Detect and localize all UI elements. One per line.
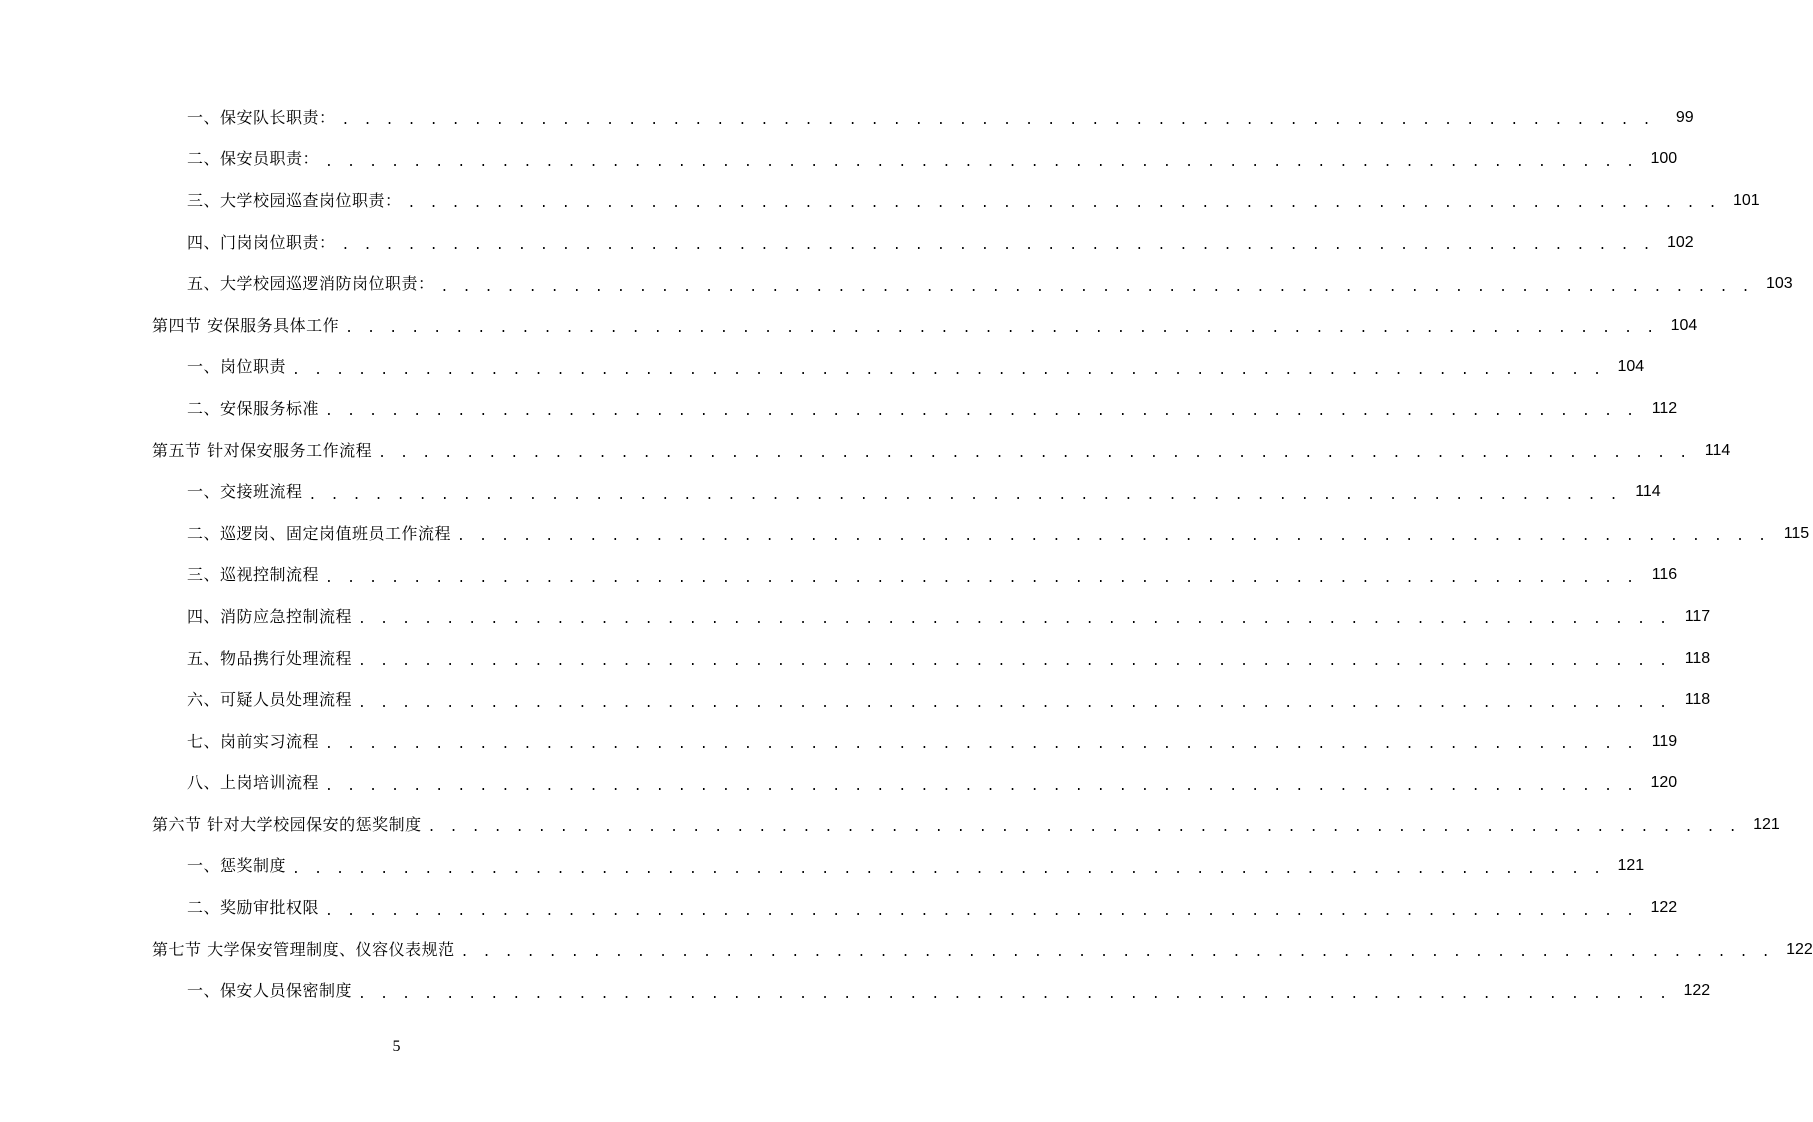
- toc-entry-label: 四、消防应急控制流程: [187, 606, 353, 626]
- toc-entry-label: 七、岗前实习流程: [187, 731, 320, 751]
- toc-leader-dots: . . . . . . . . . . . . . . . . . . . . . . . . . . . . . . . . . . . . . . . . . . . . . . . . . . . . . . . . . . . .: [341, 238, 1654, 254]
- toc-leader-dots: . . . . . . . . . . . . . . . . . . . . . . . . . . . . . . . . . . . . . . . . . . . . . . . . . . . . . . . . . . . .: [308, 487, 1621, 503]
- toc-leader-dots: . . . . . . . . . . . . . . . . . . . . . . . . . . . . . . . . . . . . . . . . . . . . . . . . . . . . . . . . . . . .: [292, 362, 1605, 378]
- toc-entry-page-number: 118: [1684, 691, 1711, 709]
- toc-leader-dots: . . . . . . . . . . . . . . . . . . . . . . . . . . . . . . . . . . . . . . . . . . . . . . . . . . . . . . . . . . . .: [325, 570, 1638, 586]
- toc-section-entry[interactable]: [0, 305, 1698, 347]
- toc-entry-label: 三、大学校园巡查岗位职责：: [187, 190, 402, 210]
- toc-subsection-entry[interactable]: [0, 388, 1678, 430]
- toc-subsection-entry[interactable]: [0, 263, 1793, 305]
- toc-entry-label: 一、交接班流程: [187, 482, 303, 502]
- toc-subsection-entry[interactable]: [0, 721, 1678, 763]
- toc-entry-page-number: 99: [1675, 108, 1694, 126]
- toc-entry-label: 第四节 安保服务具体工作: [152, 315, 340, 335]
- table-of-contents: [0, 97, 1813, 1012]
- toc-leader-dots: . . . . . . . . . . . . . . . . . . . . . . . . . . . . . . . . . . . . . . . . . . . . . . . . . . . . . . . . . . . .: [457, 529, 1770, 545]
- toc-subsection-entry[interactable]: [0, 679, 1711, 721]
- toc-subsection-entry[interactable]: [0, 222, 1694, 264]
- toc-section-entry[interactable]: [0, 430, 1731, 472]
- toc-leader-dots: . . . . . . . . . . . . . . . . . . . . . . . . . . . . . . . . . . . . . . . . . . . . . . . . . . . . . . . . . . . .: [440, 279, 1753, 295]
- toc-leader-dots: . . . . . . . . . . . . . . . . . . . . . . . . . . . . . . . . . . . . . . . . . . . . . . . . . . . . . . . . . . . .: [325, 778, 1638, 794]
- toc-subsection-entry[interactable]: [0, 97, 1694, 139]
- toc-entry-label: 三、巡视控制流程: [187, 565, 320, 585]
- toc-leader-dots: . . . . . . . . . . . . . . . . . . . . . . . . . . . . . . . . . . . . . . . . . . . . . . . . . . . . . . . . . . . .: [358, 654, 1671, 670]
- toc-subsection-entry[interactable]: [0, 555, 1678, 597]
- toc-entry-label: 五、物品携行处理流程: [187, 648, 353, 668]
- toc-leader-dots: . . . . . . . . . . . . . . . . . . . . . . . . . . . . . . . . . . . . . . . . . . . . . . . . . . . . . . . . . . . .: [325, 404, 1638, 420]
- toc-entry-page-number: 118: [1684, 649, 1711, 667]
- toc-entry-page-number: 121: [1617, 857, 1645, 875]
- toc-subsection-entry[interactable]: [0, 846, 1645, 888]
- toc-entry-label: 一、保安队长职责：: [187, 107, 336, 127]
- toc-leader-dots: . . . . . . . . . . . . . . . . . . . . . . . . . . . . . . . . . . . . . . . . . . . . . . . . . . . . . . . . . . . .: [292, 861, 1605, 877]
- toc-subsection-entry[interactable]: [0, 887, 1678, 929]
- toc-entry-label: 八、上岗培训流程: [187, 773, 320, 793]
- toc-entry-label: 第六节 针对大学校园保安的惩奖制度: [152, 814, 422, 834]
- toc-entry-label: 六、可疑人员处理流程: [187, 690, 353, 710]
- toc-entry-page-number: 122: [1683, 982, 1711, 1000]
- toc-section-entry[interactable]: [0, 804, 1780, 846]
- toc-leader-dots: . . . . . . . . . . . . . . . . . . . . . . . . . . . . . . . . . . . . . . . . . . . . . . . . . . . . . . . . . . . .: [345, 321, 1658, 337]
- toc-entry-label: 一、保安人员保密制度: [187, 981, 353, 1001]
- toc-subsection-entry[interactable]: [0, 970, 1711, 1012]
- toc-subsection-entry[interactable]: [0, 638, 1711, 680]
- toc-entry-page-number: 122: [1786, 940, 1813, 958]
- toc-subsection-entry[interactable]: [0, 139, 1678, 181]
- toc-subsection-entry[interactable]: [0, 347, 1645, 389]
- toc-subsection-entry[interactable]: [0, 596, 1711, 638]
- toc-entry-label: 第七节 大学保安管理制度、仪容仪表规范: [152, 939, 455, 959]
- toc-entry-page-number: 114: [1704, 441, 1731, 459]
- toc-entry-label: 一、岗位职责: [187, 357, 287, 377]
- toc-entry-label: 二、奖励审批权限: [187, 898, 320, 918]
- toc-entry-page-number: 115: [1783, 524, 1810, 542]
- toc-entry-label: 二、巡逻岗、固定岗值班员工作流程: [187, 523, 452, 543]
- toc-leader-dots: . . . . . . . . . . . . . . . . . . . . . . . . . . . . . . . . . . . . . . . . . . . . . . . . . . . . . . . . . . . .: [325, 903, 1638, 919]
- toc-entry-page-number: 121: [1753, 815, 1780, 833]
- toc-leader-dots: . . . . . . . . . . . . . . . . . . . . . . . . . . . . . . . . . . . . . . . . . . . . . . . . . . . . . . . . . . . .: [407, 196, 1720, 212]
- toc-entry-label: 五、大学校园巡逻消防岗位职责：: [187, 274, 435, 294]
- toc-leader-dots: . . . . . . . . . . . . . . . . . . . . . . . . . . . . . . . . . . . . . . . . . . . . . . . . . . . . . . . . . . . .: [460, 945, 1773, 961]
- page-number: 5: [392, 1038, 401, 1055]
- toc-entry-label: 四、门岗岗位职责：: [187, 232, 336, 252]
- toc-entry-page-number: 117: [1684, 607, 1711, 625]
- toc-subsection-entry[interactable]: [0, 180, 1760, 222]
- toc-entry-label: 第五节 针对保安服务工作流程: [152, 440, 373, 460]
- toc-leader-dots: . . . . . . . . . . . . . . . . . . . . . . . . . . . . . . . . . . . . . . . . . . . . . . . . . . . . . . . . . . . .: [358, 612, 1671, 628]
- toc-entry-page-number: 120: [1650, 774, 1678, 792]
- toc-entry-page-number: 100: [1650, 150, 1678, 168]
- toc-entry-page-number: 114: [1635, 483, 1661, 501]
- toc-leader-dots: . . . . . . . . . . . . . . . . . . . . . . . . . . . . . . . . . . . . . . . . . . . . . . . . . . . . . . . . . . . .: [378, 446, 1691, 462]
- toc-entry-page-number: 101: [1733, 191, 1760, 209]
- toc-section-entry[interactable]: [0, 929, 1813, 971]
- toc-entry-page-number: 103: [1766, 275, 1793, 293]
- toc-entry-page-number: 104: [1617, 358, 1645, 376]
- toc-subsection-entry[interactable]: [0, 513, 1810, 555]
- toc-leader-dots: . . . . . . . . . . . . . . . . . . . . . . . . . . . . . . . . . . . . . . . . . . . . . . . . . . . . . . . . . . . .: [427, 820, 1740, 836]
- toc-entry-label: 二、保安员职责：: [187, 149, 320, 169]
- toc-leader-dots: . . . . . . . . . . . . . . . . . . . . . . . . . . . . . . . . . . . . . . . . . . . . . . . . . . . . . . . . . . . .: [325, 737, 1638, 753]
- toc-entry-label: 一、惩奖制度: [187, 856, 287, 876]
- toc-entry-page-number: 119: [1651, 732, 1678, 750]
- toc-subsection-entry[interactable]: [0, 763, 1678, 805]
- toc-entry-page-number: 102: [1667, 233, 1694, 251]
- toc-subsection-entry[interactable]: [0, 471, 1661, 513]
- toc-leader-dots: . . . . . . . . . . . . . . . . . . . . . . . . . . . . . . . . . . . . . . . . . . . . . . . . . . . . . . . . . . . .: [358, 986, 1671, 1002]
- toc-entry-page-number: 122: [1650, 899, 1678, 917]
- toc-leader-dots: . . . . . . . . . . . . . . . . . . . . . . . . . . . . . . . . . . . . . . . . . . . . . . . . . . . . . . . . . . . .: [341, 113, 1654, 129]
- toc-leader-dots: . . . . . . . . . . . . . . . . . . . . . . . . . . . . . . . . . . . . . . . . . . . . . . . . . . . . . . . . . . . .: [325, 154, 1638, 170]
- toc-entry-page-number: 116: [1651, 566, 1678, 584]
- toc-entry-page-number: 104: [1670, 316, 1698, 334]
- toc-leader-dots: . . . . . . . . . . . . . . . . . . . . . . . . . . . . . . . . . . . . . . . . . . . . . . . . . . . . . . . . . . . .: [358, 695, 1671, 711]
- toc-entry-label: 二、安保服务标准: [187, 398, 320, 418]
- toc-entry-page-number: 112: [1651, 399, 1678, 417]
